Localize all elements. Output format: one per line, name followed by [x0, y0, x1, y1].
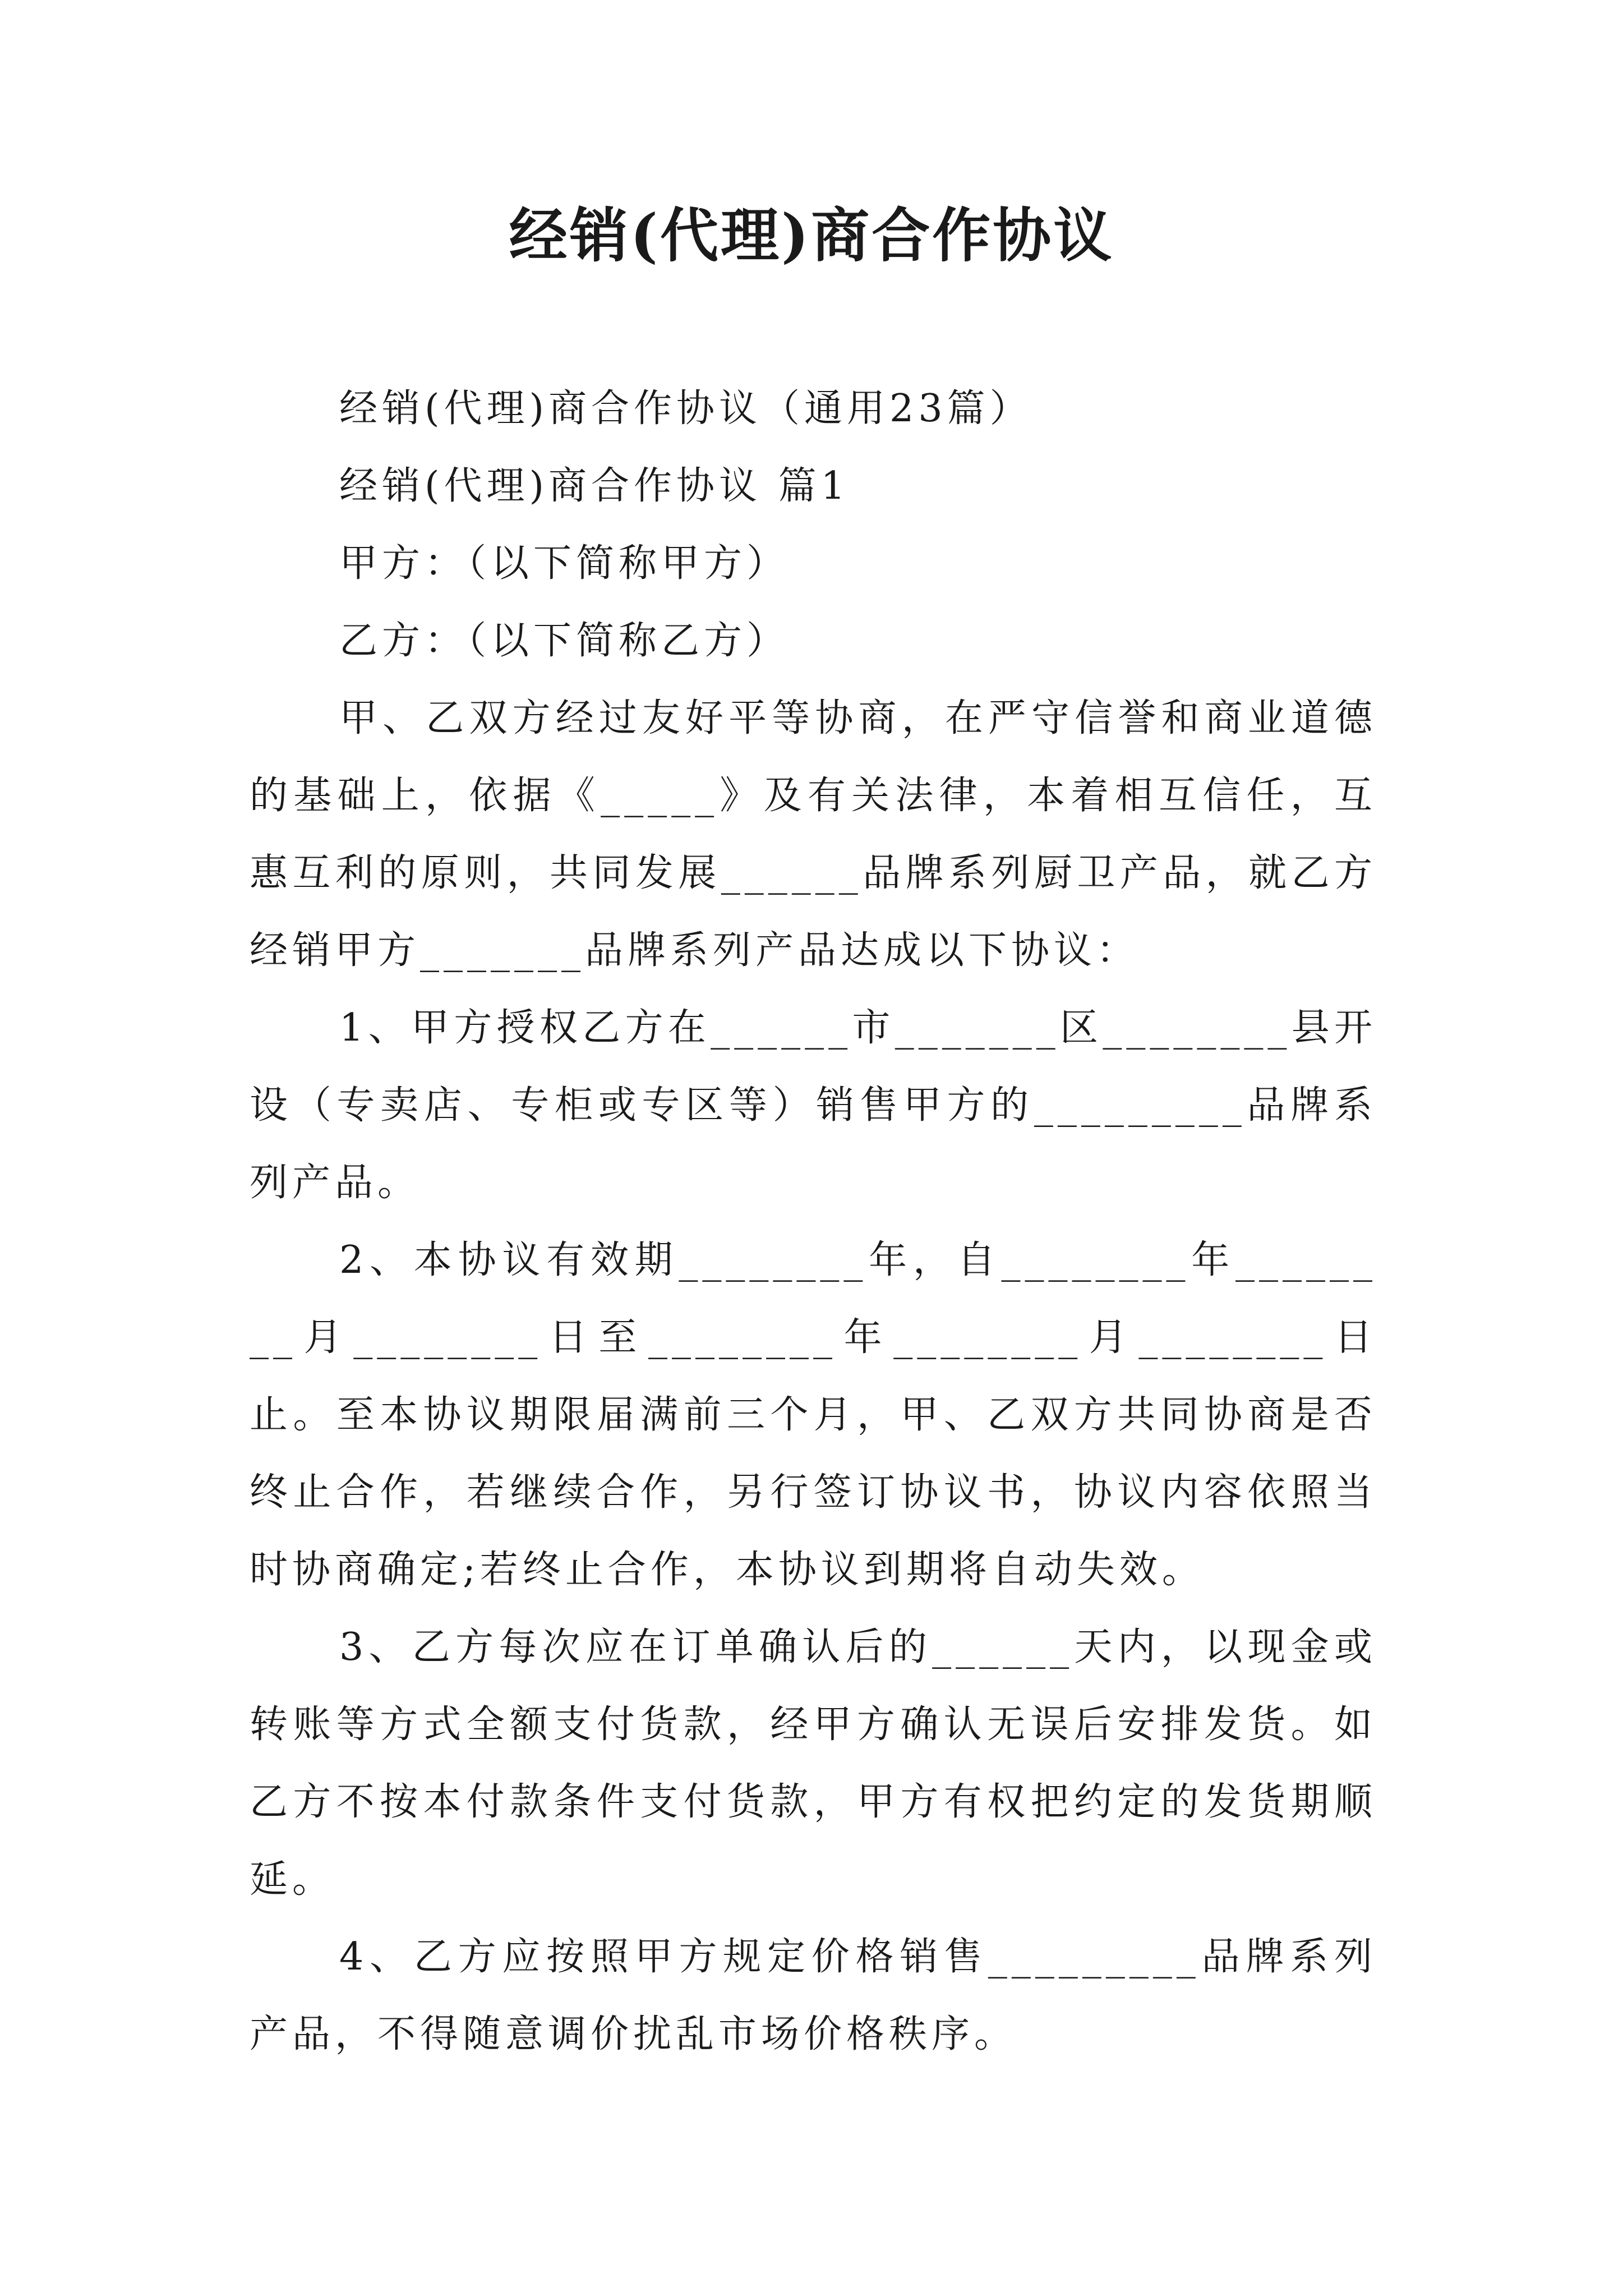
paragraph-section-heading: 经销(代理)商合作协议 篇1 [339, 464, 850, 508]
paragraph-party-a: 甲方：（以下简称甲方） [339, 541, 790, 586]
document-title: 经销(代理)商合作协议 [509, 201, 1114, 270]
document-body [250, 370, 1377, 2073]
paragraph-clause-4: 4、乙方应按照甲方规定价格销售_________品牌系列产品，不得随意调价扰乱市场价格秩序。 [250, 1935, 1377, 2056]
paragraph-preamble: 甲、乙双方经过友好平等协商，在严守信誉和商业道德的基础上，依据《_____》及有关法律，本着相互信任，互惠互利的原则，共同发展______品牌系列厨卫产品，就乙方经销甲方_______品牌系列产品达成以下协议： [250, 696, 1377, 973]
paragraph-clause-1: 1、甲方授权乙方在______市_______区________县开设（专卖店、专柜或专区等）销售甲方的_________品牌系列产品。 [250, 1006, 1377, 1205]
paragraph-clause-2: 2、本协议有效期________年，自________年________月________日至________年________月________日止。至本协议期限届满前三个月，甲、乙双方共同协商是否终止合作，若继续合作，另行签订协议书，协议内容依照当时协商确定;若终止合作，本协议到期将自动失效。 [250, 1238, 1377, 1592]
paragraph-subtitle: 经销(代理)商合作协议（通用23篇） [339, 386, 1032, 431]
paragraph-party-b: 乙方：（以下简称乙方） [339, 619, 790, 663]
paragraph-clause-3: 3、乙方每次应在订单确认后的______天内，以现金或转账等方式全额支付货款，经甲方确认无误后安排发货。如乙方不按本付款条件支付货款，甲方有权把约定的发货期顺延。 [250, 1625, 1377, 1902]
